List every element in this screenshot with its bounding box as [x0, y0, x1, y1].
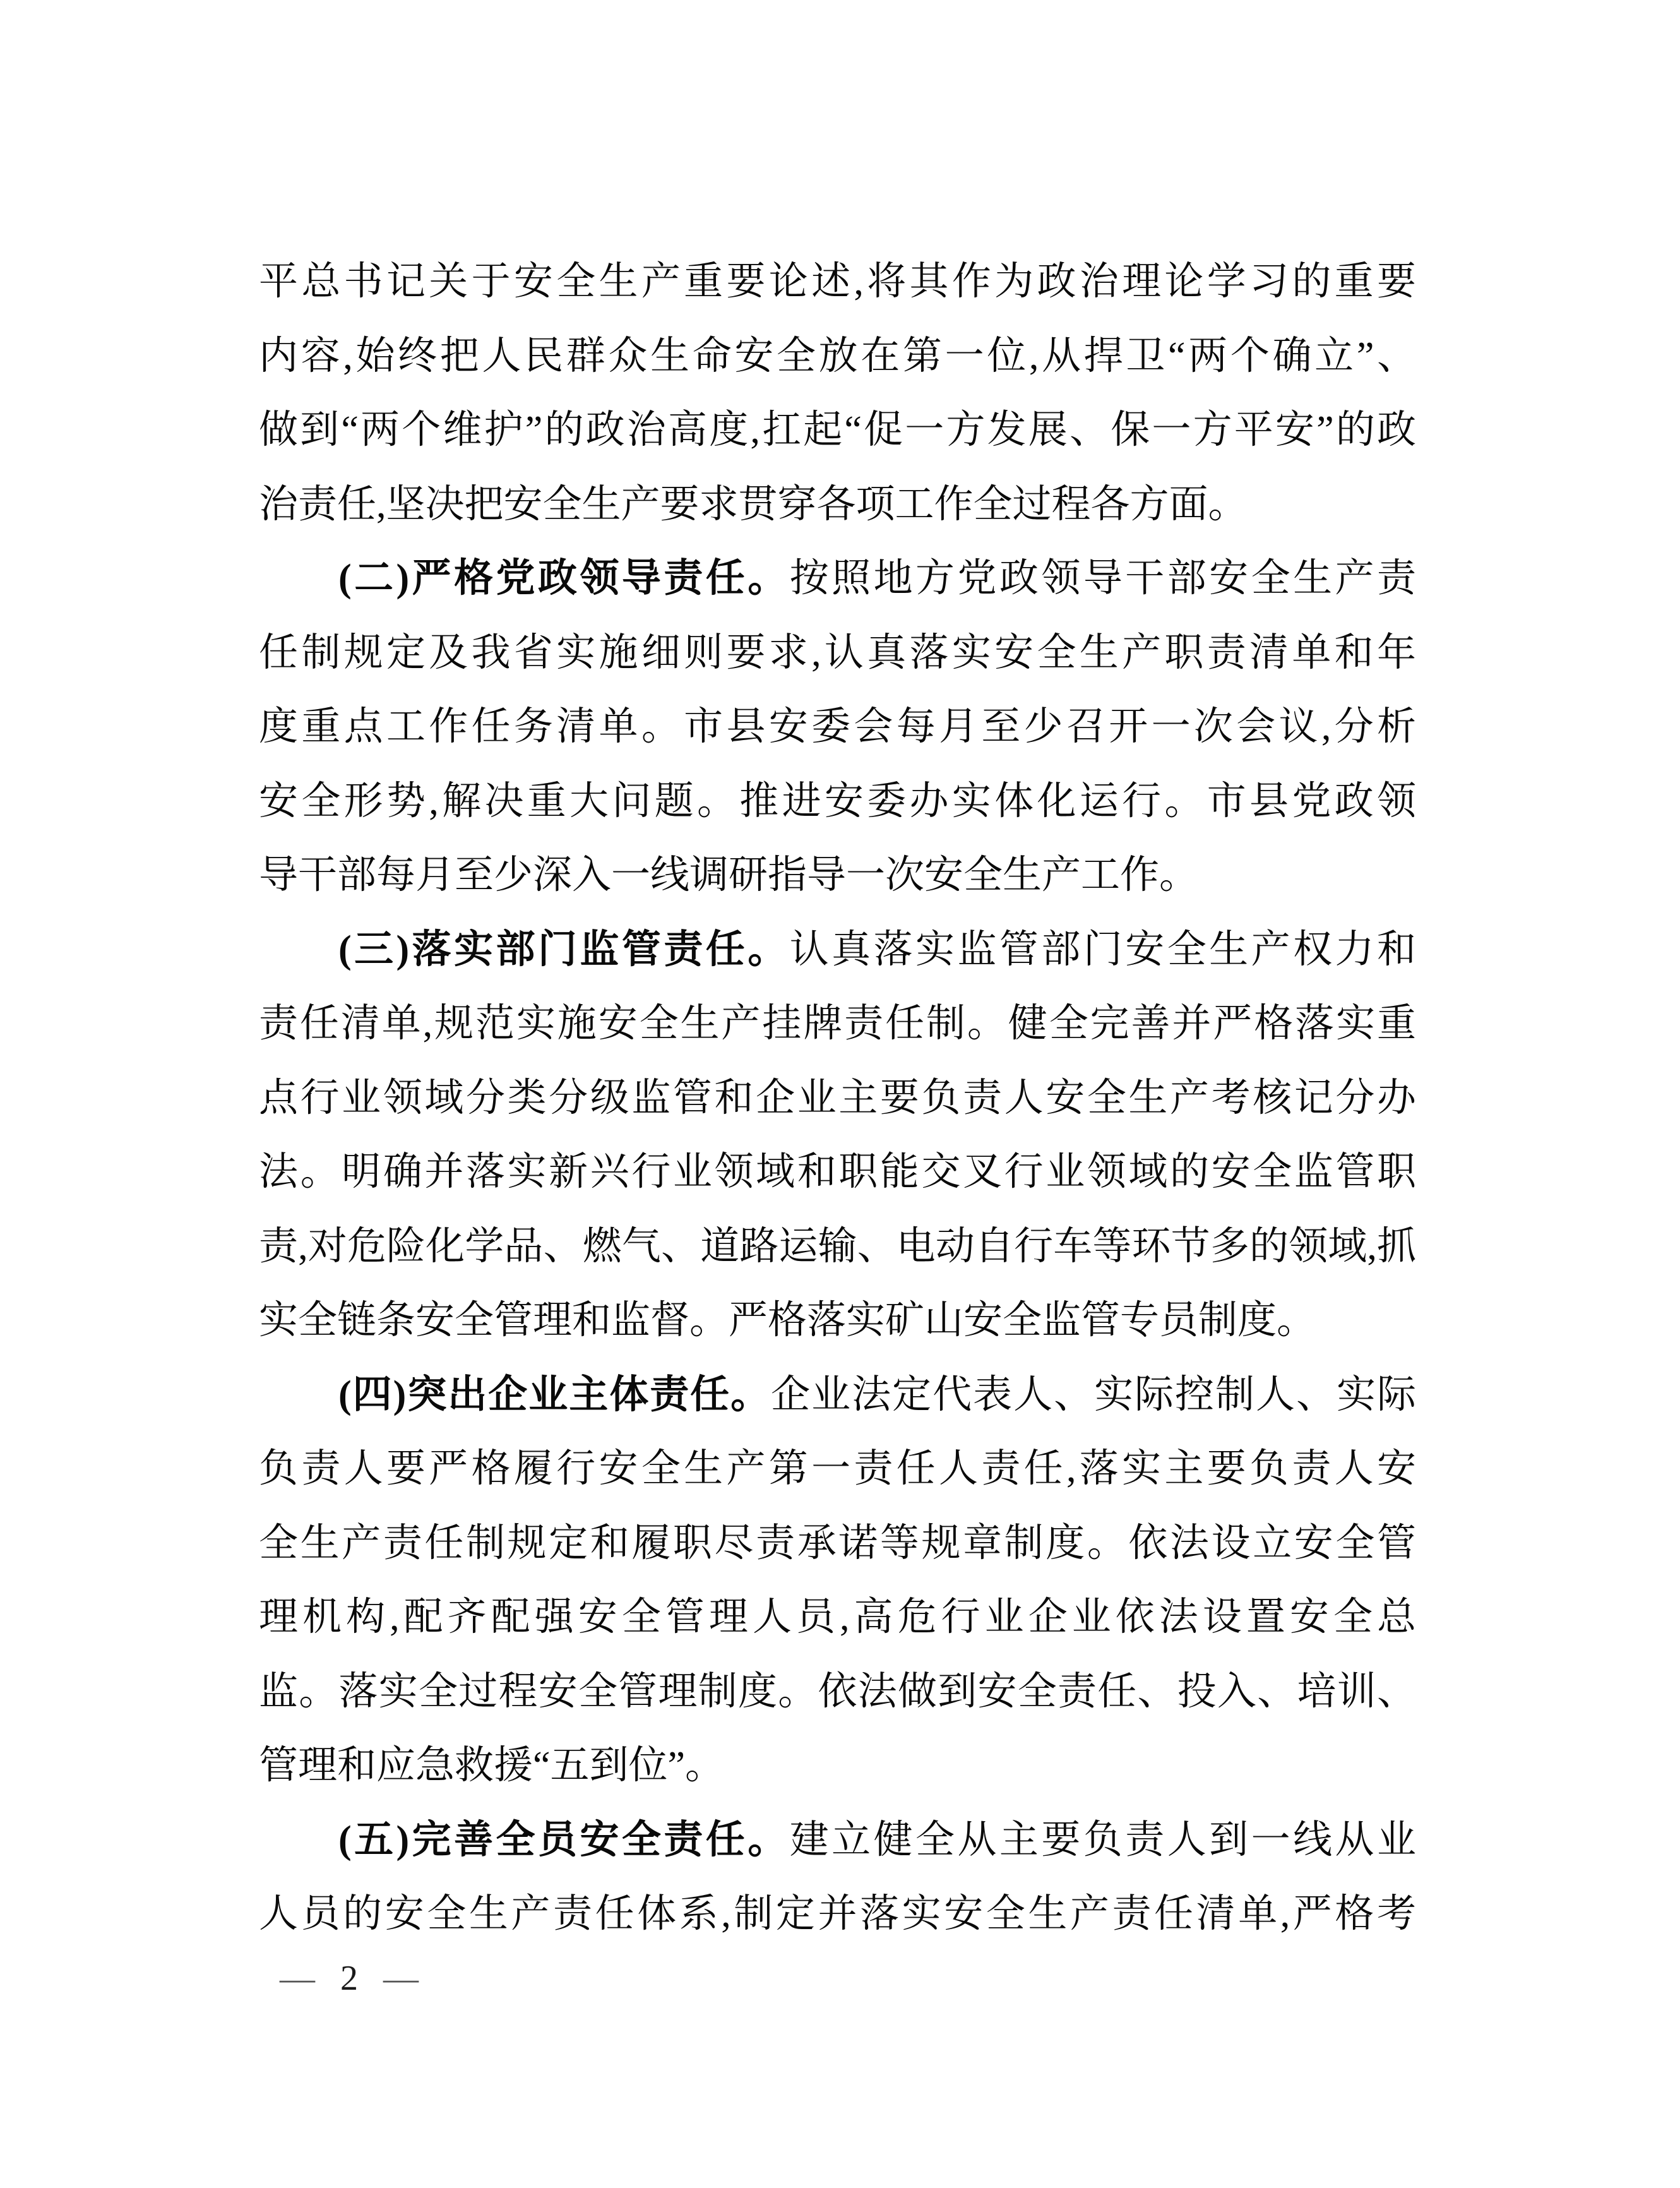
body-text: 建立健全从主要负责人到一线从业: [789, 1818, 1416, 1862]
body-text: 内容,始终把人民群众生命安全放在第一位,从捍卫“两个确立”、: [259, 334, 1416, 378]
text-line: [259, 839, 1416, 913]
section-heading: (五)完善全员安全责任。: [338, 1818, 790, 1862]
text-line: [259, 765, 1416, 839]
body-text: 企业法定代表人、实际控制人、实际: [771, 1373, 1416, 1416]
text-line: [259, 690, 1416, 765]
text-line: [259, 616, 1416, 691]
section-heading: (三)落实部门监管责任。: [338, 928, 790, 971]
text-line: [259, 1803, 1416, 1878]
text-line: [259, 542, 1416, 616]
body-text: 法。明确并落实新兴行业领域和职能交叉行业领域的安全监管职: [259, 1151, 1416, 1193]
body-text: 理机构,配齐配强安全管理人员,高危行业企业依法设置安全总: [259, 1596, 1416, 1639]
text-line: [259, 1432, 1416, 1507]
footer-dash-right: —: [383, 1959, 419, 1998]
body-text: 监。落实全过程安全管理制度。依法做到安全责任、投入、培训、: [259, 1670, 1416, 1713]
text-line: [259, 1581, 1416, 1655]
text-line: [259, 393, 1416, 468]
document-body: [259, 245, 1416, 1952]
text-line: [259, 1655, 1416, 1730]
text-line: [259, 1877, 1416, 1952]
text-line: [259, 245, 1416, 320]
text-line: [259, 320, 1416, 394]
page-number: 2: [340, 1959, 358, 1998]
body-text: 平总书记关于安全生产重要论述,将其作为政治理论学习的重要: [259, 260, 1416, 303]
text-line: [259, 1284, 1416, 1358]
body-text: 管理和应急救援“五到位”。: [259, 1744, 725, 1787]
paragraph: [259, 1358, 1416, 1803]
body-text: 点行业领域分类分级监管和企业主要负责人安全生产考核记分办: [259, 1076, 1416, 1120]
body-text: 导干部每月至少深入一线调研指导一次安全生产工作。: [259, 854, 1199, 897]
paragraph: [259, 1803, 1416, 1952]
section-heading: (四)突出企业主体责任。: [338, 1373, 771, 1416]
body-text: 全生产责任制规定和履职尽责承诺等规章制度。依法设立安全管: [259, 1521, 1416, 1565]
text-line: [259, 468, 1416, 542]
body-text: 负责人要严格履行安全生产第一责任人责任,落实主要负责人安: [259, 1447, 1416, 1490]
body-text: 人员的安全生产责任体系,制定并落实安全生产责任清单,严格考: [259, 1892, 1416, 1935]
body-text: 做到“两个维护”的政治高度,扛起“促一方发展、保一方平安”的政: [259, 409, 1416, 451]
page-footer: [280, 1959, 419, 1998]
body-text: 安全形势,解决重大问题。推进安委办实体化运行。市县党政领: [259, 779, 1416, 823]
section-heading: (二)严格党政领导责任。: [338, 557, 790, 600]
text-line: [259, 913, 1416, 988]
text-line: [259, 987, 1416, 1061]
text-line: [259, 1507, 1416, 1581]
text-line: [259, 1061, 1416, 1136]
body-text: 任制规定及我省实施细则要求,认真落实安全生产职责清单和年: [259, 631, 1416, 674]
text-line: [259, 1729, 1416, 1803]
paragraph: [259, 913, 1416, 1358]
text-line: [259, 1210, 1416, 1284]
paragraph: [259, 245, 1416, 542]
footer-dash-left: —: [280, 1959, 315, 1998]
body-text: 治责任,坚决把安全生产要求贯穿各项工作全过程各方面。: [259, 482, 1248, 526]
body-text: 实全链条安全管理和监督。严格落实矿山安全监管专员制度。: [259, 1299, 1316, 1342]
body-text: 责,对危险化学品、燃气、道路运输、电动自行车等环节多的领域,抓: [259, 1224, 1416, 1268]
body-text: 责任清单,规范实施安全生产挂牌责任制。健全完善并严格落实重: [259, 1002, 1416, 1045]
body-text: 认真落实监管部门安全生产权力和: [789, 928, 1416, 971]
paragraph: [259, 542, 1416, 913]
body-text: 按照地方党政领导干部安全生产责: [789, 557, 1416, 600]
text-line: [259, 1358, 1416, 1433]
text-line: [259, 1135, 1416, 1210]
body-text: 度重点工作任务清单。市县安委会每月至少召开一次会议,分析: [259, 705, 1416, 748]
